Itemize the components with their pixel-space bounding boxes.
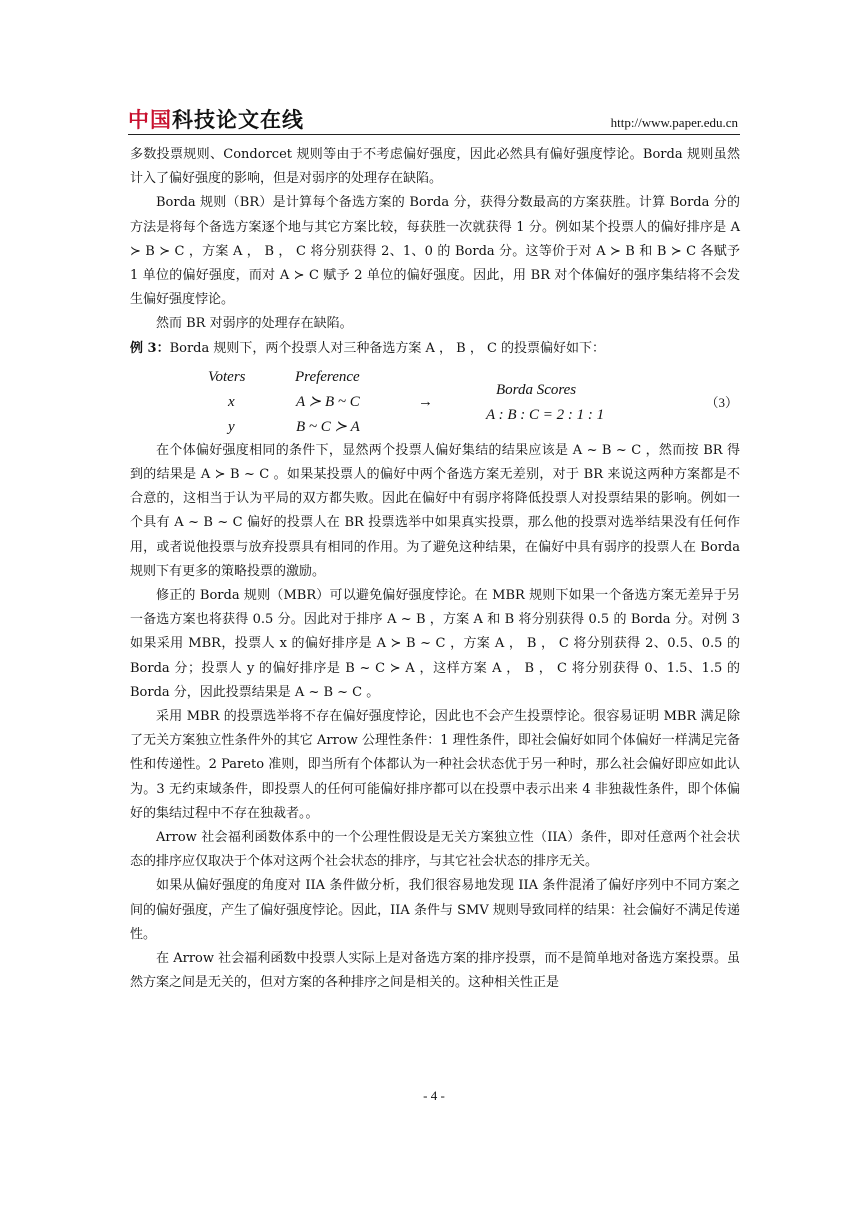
paragraph-7: Arrow 社会福利函数体系中的一个公理性假设是无关方案独立性（IIA）条件，即对任意两个社会状态的排序应仅取决于个体对这两个社会状态的排序，与其它社会状态的排序无关。 xyxy=(130,830,740,870)
journal-logo xyxy=(128,104,304,134)
paragraph-2: Borda 规则（BR）是计算每个备选方案的 Borda 分，获得分数最高的方案获胜。计算 Borda 分的方法是将每个备选方案逐个地与其它方案比较，每获胜一次就获得 1 分。例如某个投票人的偏好排序是 A ≻ B ≻ C ，方案 A ， B ， C 将分别获得 2、1、0 的 Borda 分。这等价于对 A ≻ B 和 B ≻ C 各赋予 1 单位的偏好强度，而对 A ≻ C 赋予 2 单位的偏好强度。因此，用 BR 对个体偏好的强序集结将不会发生偏好强度悖论。 xyxy=(130,195,740,308)
voter-x: x xyxy=(228,393,235,410)
borda-scores-header: Borda Scores xyxy=(496,381,577,398)
article-body xyxy=(130,143,740,996)
page-number: - 4 - xyxy=(423,1088,445,1103)
paragraph-3: 然而 BR 对弱序的处理存在缺陷。 xyxy=(156,316,353,332)
example-text: Borda 规则下，两个投票人对三种备选方案 A ， B ， C 的投票偏好如下： xyxy=(169,340,606,356)
arrow-symbol: → xyxy=(418,393,433,410)
logo-red-text: 中国 xyxy=(128,108,172,132)
preference-y: B ~ C ≻ A xyxy=(296,418,360,435)
borda-scores-result: A : B : C = 2 : 1 : 1 xyxy=(486,406,605,423)
paragraph-1: 多数投票规则、Condorcet 规则等由于不考虑偏好强度，因此必然具有偏好强度悖论。Borda 规则虽然计入了偏好强度的影响，但是对弱序的处理存在缺陷。 xyxy=(130,147,740,187)
voter-y: y xyxy=(228,418,235,435)
equation-number: （3） xyxy=(705,394,738,410)
paragraph-4: 在个体偏好强度相同的条件下，显然两个投票人偏好集结的结果应该是 A ~ B ~ C ，然而按 BR 得到的结果是 A ≻ B ~ C 。如果某投票人的偏好中两个备选方案无差别，对于 BR 来说这两种方案都是不合意的，这相当于认为平局的双方都失败。因此在偏好中有弱序将降低投票人对投票结果的影响。例如一个具有 A ~ B ~ C 偏好的投票人在 BR 投票选举中如果真实投票，那么他的投票对选举结果没有任何作用，或者说他投票与放弃投票具有相同的作用。为了避免这种结果，在偏好中具有弱序的投票人在 Borda 规则下有更多的策略投票的激励。 xyxy=(130,442,740,579)
preference-x: A ≻ B ~ C xyxy=(296,393,360,410)
paragraph-5: 修正的 Borda 规则（MBR）可以避免偏好强度悖论。在 MBR 规则下如果一个备选方案无差异于另一备选方案也将获得 0.5 分。因此对于排序 A ~ B ，方案 A 和 B 将分别获得 0.5 的 Borda 分。对例 3 如果采用 MBR，投票人 x 的偏好排序是 A ≻ B ~ C ，方案 A ， B ， C 将分别获得 2、0.5、0.5 的 Borda 分；投票人 y 的偏好排序是 B ~ C ≻ A ，这样方案 A ， B ， C 将分别获得 0、1.5、1.5 的 Borda 分，因此投票结果是 A ~ B ~ C 。 xyxy=(130,588,740,700)
voters-header: Voters xyxy=(208,368,246,385)
header-url[interactable]: http://www.paper.edu.cn xyxy=(610,115,738,130)
example-label: 例 3： xyxy=(130,340,170,356)
paragraph-9: 在 Arrow 社会福利函数中投票人实际上是对备选方案的排序投票，而不是简单地对备选方案投票。虽然方案之间是无关的，但对方案的各种排序之间是相关的。这种相关性正是 xyxy=(130,951,740,991)
paragraph-6: 采用 MBR 的投票选举将不存在偏好强度悖论，因此也不会产生投票悖论。很容易证明 MBR 满足除了无关方案独立性条件外的其它 Arrow 公理性条件：1 理性条件，即社会偏好如同个体偏好一样满足完备性和传递性。2 Pareto 准则，即当所有个体都认为一种社会状态优于另一种时，那么社会偏好即应如此认为。3 无约束域条件，即投票人的任何可能偏好排序都可以在投票中表示出来 4 非独裁性条件，即个体偏好的集结过程中不存在独裁者。。 xyxy=(130,709,740,821)
logo-black-text: 科技论文在线 xyxy=(172,108,304,132)
example-3 xyxy=(130,337,740,361)
preference-header: Preference xyxy=(295,368,360,385)
formula-3 xyxy=(130,363,740,439)
page-header xyxy=(128,104,740,135)
paragraph-8: 如果从偏好强度的角度对 IIA 条件做分析，我们很容易地发现 IIA 条件混淆了偏好序列中不同方案之间的偏好强度，产生了偏好强度悖论。因此，IIA 条件与 SMV 规则导致同样的结果：社会偏好不满足传递性。 xyxy=(130,878,740,942)
